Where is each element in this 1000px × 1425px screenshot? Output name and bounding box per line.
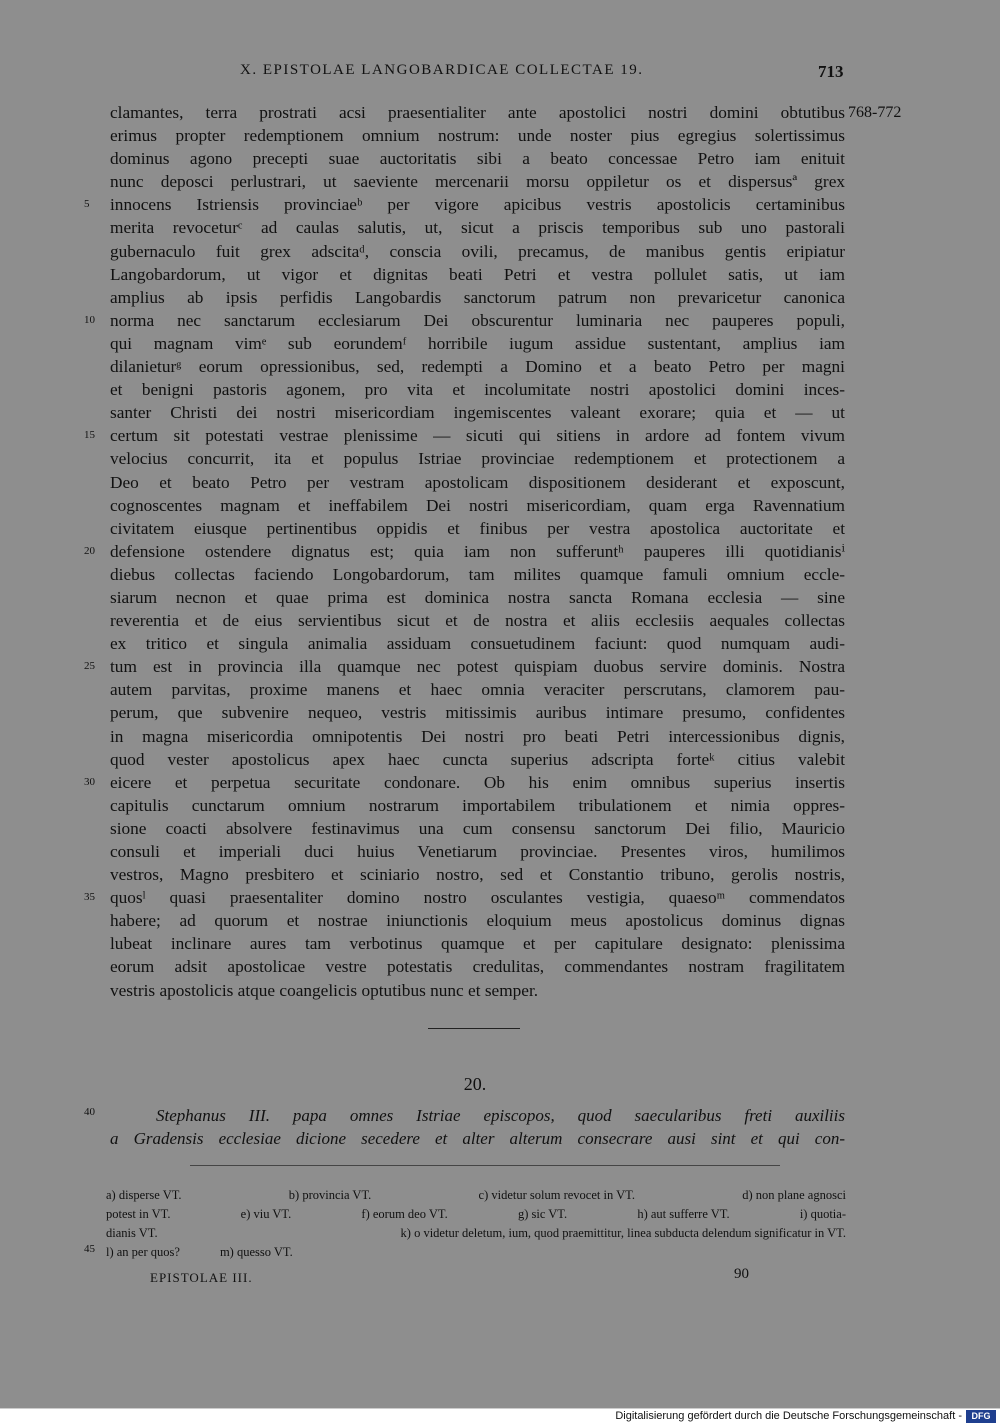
line-number: 15	[84, 429, 95, 442]
text-line: defensione ostendere dignatus est; quia iam non sufferuntʰ pauperes illi quotidianisⁱ	[110, 541, 845, 561]
running-header-title: X. EPISTOLAE LANGOBARDICAE COLLECTAE 19.	[240, 62, 644, 78]
line-number: 25	[84, 660, 95, 673]
text-line: ex tritico et singula animalia assiduam consuetudinem faciunt: quod numquam audi-	[110, 634, 845, 654]
text-line: autem parvitas, proxime manens et haec omnia veraciter perscrutans, clamorem pau-	[110, 680, 845, 700]
date-marginal: 768-772	[848, 104, 902, 121]
line-number: 30	[84, 775, 95, 788]
text-line: et benigni pastoris agonem, pro vita et incolumitate nostri apostolici domini inces-	[110, 380, 845, 400]
text-line: capitulis cunctarum omnium nostrarum importabilem tribulationem et nimia oppres-	[110, 795, 845, 815]
page-number: 713	[818, 62, 844, 81]
footnote: b) provincia VT.	[288, 1188, 372, 1202]
text-line: civitatem eiusque pertinentibus oppidis et finibus per vestra apostolica auctoritate et	[110, 518, 845, 538]
text-line: reverentia et de eius servientibus sicut et de nostra et aliis ecclesiis aequales collectas	[110, 611, 845, 631]
text-line: merita revoceturᶜ ad caulas salutis, ut, sicut a priscis temporibus sub uno pastorali	[110, 218, 845, 238]
text-line: eicere et perpetua securitate condonare. Ob his enim omnibus superius insertis	[110, 772, 845, 792]
volume-label: EPISTOLAE III.	[150, 1270, 253, 1285]
text-line: clamantes, terra prostrati acsi praesentialiter ante apostolici nostri domini obtutibus	[110, 103, 845, 122]
text-line: santer Christi dei nostri misericordiam ingemiscentes valeant exorare; quia et — ut	[110, 403, 845, 423]
line-number: 5	[84, 198, 90, 211]
text-line: in magna misericordia omnipotentis Dei nostri pro beati Petri intercessionibus dignis,	[110, 726, 845, 746]
text-line: quosˡ quasi praesentaliter domino nostro osculantes vestigia, quaesoᵐ commendatos	[110, 888, 845, 908]
footnote: g) sic VT.	[517, 1207, 568, 1221]
text-line: sione coacti absolvere festinavimus una cum consensu sanctorum Dei filio, Mauricio	[110, 818, 845, 838]
footnote-line	[106, 1224, 846, 1243]
text-line: velocius concurrit, ita et populus Istriae provinciae redemptionem et protectionem a	[110, 449, 845, 469]
footnote: c) videtur solum revocet in VT.	[478, 1188, 635, 1202]
text-line: dominus agono precepti suae auctoritatis sibi a beato concessae Petro iam enituit	[110, 149, 845, 169]
text-line: erimus propter redemptionem omnium nostrum: unde noster pius egregius solertissimus	[110, 126, 845, 146]
footnote: f) eorum deo VT.	[361, 1207, 448, 1221]
text-line: tum est in provincia illa quamque nec potest quispiam duobus servire dominis. Nostra	[110, 657, 845, 677]
section-rubric	[110, 1104, 845, 1150]
footnote: i) quotia-	[799, 1207, 846, 1221]
footnote: e) viu VT.	[240, 1207, 292, 1221]
line-number: 35	[84, 891, 95, 904]
text-line: vestros, Magno presbitero et sciniario nostro, sed et Constantio tribuno, gerolis nostris,	[110, 865, 845, 885]
footnote-line	[106, 1205, 846, 1224]
text-line: innocens Istriensis provinciaeᵇ per vigore apicibus vestris apostolicis certaminibus	[110, 195, 845, 215]
text-line: cognoscentes magnam et ineffabilem Dei nostri misericordiam, quam erga Ravennatium	[110, 495, 845, 515]
text-line: perum, que subvenire nequeo, vestris mitissimis auribus intimare presumo, confidentes	[110, 703, 845, 723]
footnote: a) disperse VT.	[106, 1188, 182, 1202]
text-line: nunc deposci perlustrari, ut saeviente mercenarii morsu oppiletur os et dispersusª grex	[110, 172, 845, 192]
section-number: 20.	[463, 1074, 487, 1094]
rubric-line: a Gradensis ecclesiae dicione secedere et alter alterum consecrare ausi sint et qui con-	[110, 1129, 845, 1148]
footnote-rule	[190, 1165, 780, 1166]
footnote: k) o videtur deletum, ium, quod praemittitur, linea subducta delendum significatur in VT.	[400, 1226, 846, 1240]
footnote: m) quesso VT.	[219, 1245, 293, 1259]
text-line: dilanieturᵍ eorum opressionibus, sed, redempti a Domino et a beato Petro per magni	[110, 357, 845, 377]
line-number: 20	[84, 544, 95, 557]
text-line: norma nec sanctarum ecclesiarum Dei obscurentur luminaria nec pauperes populi,	[110, 310, 845, 330]
footnote-line	[106, 1186, 846, 1205]
section-divider	[428, 1028, 520, 1029]
text-line: consuli et imperiali duci huius Venetiarum provinciae. Presentes viros, humilimos	[110, 842, 845, 861]
text-line: Langobardorum, ut vigor et dignitas beati Petri et vestra pollulet satis, ut iam	[110, 264, 845, 284]
text-line: diebus collectas faciendo Longobardorum, tam milites quamque famuli omnium eccle-	[110, 564, 845, 584]
funding-banner	[0, 1408, 1000, 1425]
footnote: d) non plane agnosci	[742, 1188, 846, 1202]
dfg-logo-icon: DFG	[966, 1410, 996, 1423]
text-line: qui magnam vimᵉ sub eorundemᶠ horribile iugum assidue sustentant, amplius iam	[110, 333, 845, 353]
text-line: vestris apostolicis atque coangelicis optutibus nunc et semper.	[110, 980, 539, 1000]
text-line: habere; ad quorum et nostrae iniunctionis eloquium meus apostolicus dominus dignas	[110, 911, 845, 931]
footnotes	[106, 1186, 846, 1262]
footnote: h) aut sufferre VT.	[637, 1207, 730, 1221]
rubric-line: Stephanus III. papa omnes Istriae episcopos, quod saecularibus freti auxiliis	[156, 1106, 845, 1125]
footnote-line	[106, 1243, 846, 1262]
text-line: Deo et beato Petro per vestram apostolicam dispositionem desiderant et exposcunt,	[110, 472, 845, 492]
text-line: quod vester apostolicus apex haec cuncta superius adscripta forteᵏ citius valebit	[110, 749, 845, 769]
text-line: amplius ab ipsis perfidis Langobardis sanctorum patrum non prevaricetur canonica	[110, 287, 845, 307]
letter-body-text	[110, 101, 845, 1002]
funding-text: Digitalisierung gefördert durch die Deutsche Forschungsgemeinschaft -	[615, 1410, 962, 1422]
line-number: 40	[84, 1106, 95, 1118]
text-line: lubeat inclinare aures tam verbotinus quamque et per capitulare designato: plenissima	[110, 934, 845, 954]
text-line: siarum necnon et quae prima est dominica nostra sancta Romana ecclesia — sine	[110, 587, 845, 607]
footnote: l) an per quos?	[106, 1245, 180, 1259]
footnote: potest in VT.	[106, 1207, 171, 1221]
signature-mark: 90	[734, 1266, 749, 1282]
footnote: dianis VT.	[106, 1226, 158, 1240]
text-line: gubernaculo fuit grex adscitaᵈ, conscia ovili, precamus, de manibus gentis eripiatur	[110, 241, 845, 261]
text-line: eorum adsit apostolicae vestre potestatis credulitas, commendantes nostram fragilitatem	[110, 957, 845, 977]
line-number: 10	[84, 313, 95, 326]
text-line: certum sit potestati vestrae plenissime — sicuti qui sitiens in ardore ad fontem vivum	[110, 426, 845, 446]
line-number: 45	[84, 1243, 95, 1255]
